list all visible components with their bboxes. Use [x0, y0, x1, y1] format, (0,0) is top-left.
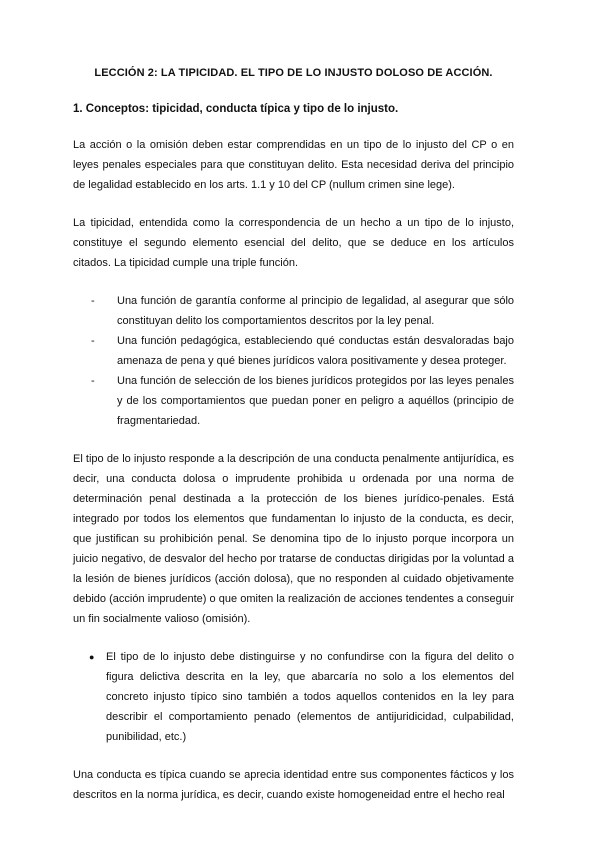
paragraph-tipo-injusto: El tipo de lo injusto responde a la descripción de una conducta penalmente antijurídica, es decir, una conducta dolosa o imprudente prohibida u ordenada por una norma de determinación penal destinada a la protección de los bienes jurídico-penales. Está integrado por todos los elementos que fundamentan lo injusto de la conducta, es decir, que justifican su prohibición penal. Se denomina tipo de lo injusto porque incorpora un juicio negativo, de desvalor del hecho por tratarse de conductas dirigidas por la voluntad a la lesión de bienes jurídicos (acción dolosa), que no responden al cuidado objetivamente debido (acción imprudente) o que omiten la realización de acciones tendentes a conseguir un fin socialmente valioso (omisión). — [73, 453, 514, 625]
bullet-marker: ● — [89, 652, 95, 662]
list-item-text: El tipo de lo injusto debe distinguirse y no confundirse con la figura del delito o figura delictiva descrita en la ley, que abarcaría no solo a los elementos del concreto injusto típico sino también a todos aquellos contenidos en la ley para describir el comportamiento penado (elementos de antijuridicidad, culpabilidad, punibilidad, etc.) — [106, 651, 514, 743]
list-item-text: Una función pedagógica, estableciendo qué conductas están desvaloradas bajo amenaza de pena y qué bienes jurídicos valora positivamente y desea proteger. — [117, 335, 514, 367]
list-item — [73, 331, 514, 371]
dash-marker: - — [91, 335, 95, 347]
note-list — [73, 647, 514, 747]
list-item-text: Una función de selección de los bienes jurídicos protegidos por las leyes penales y de los comportamientos que puedan poner en peligro a aquéllos (principio de fragmentariedad. — [117, 375, 514, 427]
list-item-text: Una función de garantía conforme al principio de legalidad, al asegurar que sólo constituyan delito los comportamientos descritos por la ley penal. — [117, 295, 514, 327]
list-item — [73, 291, 514, 331]
paragraph-legality: La acción o la omisión deben estar comprendidas en un tipo de lo injusto del CP o en leyes penales especiales para que constituyan delito. Esta necesidad deriva del principio de legalidad establecido en los arts. 1.1 y 10 del CP (nullum crimen sine lege). — [73, 139, 514, 191]
paragraph-conducta-tipica: Una conducta es típica cuando se aprecia identidad entre sus componentes fácticos y los descritos en la norma jurídica, es decir, cuando existe homogeneidad entre el hecho real — [73, 769, 514, 801]
list-item — [73, 647, 514, 747]
section-heading: 1. Conceptos: tipicidad, conducta típica y tipo de lo injusto. — [73, 103, 399, 115]
list-item — [73, 371, 514, 431]
lesson-title: LECCIÓN 2: LA TIPICIDAD. EL TIPO DE LO INJUSTO DOLOSO DE ACCIÓN. — [94, 67, 493, 79]
dash-marker: - — [91, 295, 95, 307]
paragraph-tipicidad: La tipicidad, entendida como la correspondencia de un hecho a un tipo de lo injusto, constituye el segundo elemento esencial del delito, que se deduce en los artículos citados. La tipicidad cumple una triple función. — [73, 217, 514, 269]
functions-list — [73, 291, 514, 431]
dash-marker: - — [91, 375, 95, 387]
